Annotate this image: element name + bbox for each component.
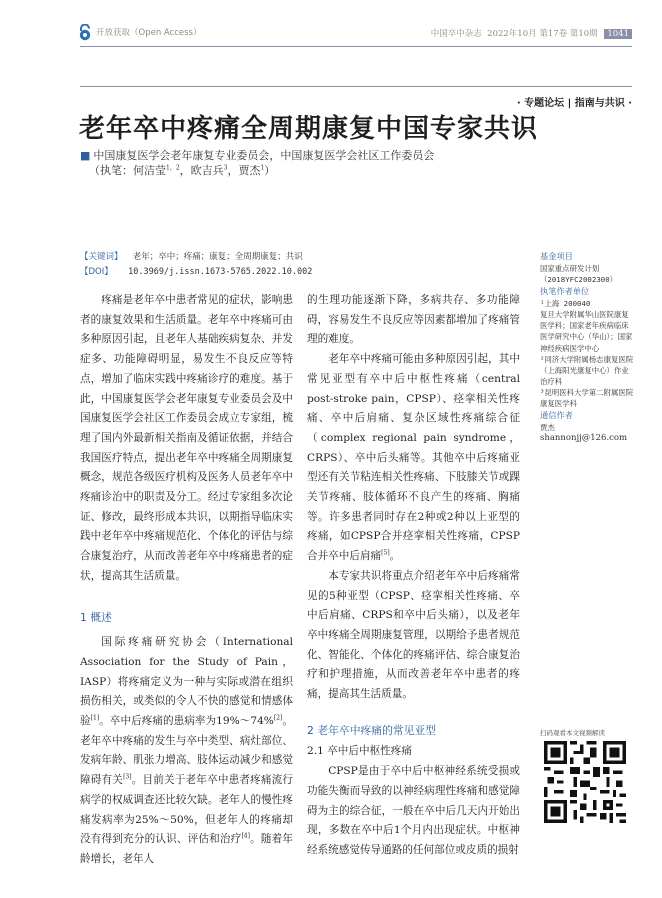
page-number: 1041: [604, 29, 632, 39]
citation[interactable]: [5]: [381, 549, 390, 557]
section-tag: · 专题论坛 | 指南与共识 ·: [516, 98, 632, 109]
subsection-heading: 2.1 卒中后中枢性疼痛: [307, 745, 412, 758]
title-top-rule: [80, 86, 632, 87]
text-run: 。老年卒中疼痛的发生与卒中类型、病灶部位、发病年龄、肌张力增高、肢体运动减少和感觉障碍有关: [80, 715, 294, 787]
body-column-left: [80, 291, 293, 870]
doi-value[interactable]: 10.3969/j.issn.1673-5765.2022.10.002: [128, 267, 313, 277]
author-suffix: ）: [264, 164, 276, 177]
text-run: 。随着年龄增长，老年人: [80, 833, 294, 865]
corr-email[interactable]: shannonjj@126.com: [540, 433, 628, 444]
unit-line: ³昆明医科大学第二附属医院康复医学科: [540, 387, 634, 409]
unit-line: ¹上海 200040: [540, 299, 591, 309]
qr-code-icon[interactable]: [544, 741, 626, 823]
body-paragraph: [307, 350, 520, 567]
body-column-right: [307, 291, 520, 861]
author-prefix: （执笔：何洁莹: [89, 164, 166, 177]
journal-name: 中国卒中杂志: [430, 29, 482, 39]
square-bullet-icon: ■: [80, 149, 91, 162]
affiliation-block: [80, 148, 434, 178]
text-run: 。: [389, 550, 401, 563]
fund-label: 基金项目: [540, 251, 573, 261]
unit-label: 执笔作者单位: [540, 286, 590, 297]
open-access-label: 开放获取（Open Access）: [96, 28, 202, 38]
text-run: 老年卒中疼痛可能由多种原因引起，其中常见亚型有卒中后中枢性疼痛（central post-stroke pain，CPSP）、痉挛相关性疼痛、卒中后肩痛、复杂区域性疼痛综合征（complex regional pain syndrome，CRPS）、卒中后头痛等。其他卒中后疼痛亚型还有关节粘连相关性疼痛、下肢膝关节或踝关节疼痛、肢体循环不良产生的疼痛、胸痛等。许多患者同时存在2种或2种以上亚型的疼痛，如CPSP合并痉挛相关性疼痛，CPSP合并卒中后肩痛: [307, 353, 520, 563]
intro-paragraph: 疼痛是老年卒中患者常见的症状，影响患者的康复效果和生活质量。老年卒中疼痛可由多种原因引起，且老年人基础疾病复杂、并发症多、功能障碍明显，易发生不良反应等特点，增加了临床实践中疼痛诊疗的难度。基于此，中国康复医学会老年康复专业委员会及中国康复医学会社区工作委员会成立专家组，梳理了国内外最新相关指南及循证依据，并结合我国医疗特点，提出老年卒中疼痛全周期康复概念，规范各级医疗机构及医务人员老年卒中疼痛诊治中的职责及分工。经过专家组多次论证、修改，最终形成本共识，以期指导临床实践中老年卒中疼痛规范化、个体化的评估与综合康复治疗，从而改善老年卒中疼痛患者的症状，提高其生活质量。: [80, 294, 293, 582]
open-access-lock-icon: [78, 24, 92, 41]
qr-caption: 扫码观看本文视频解读: [540, 729, 605, 737]
corr-name: 贾杰: [540, 423, 555, 433]
citation[interactable]: [3]: [123, 773, 132, 781]
keywords-label: 【关键词】: [80, 252, 123, 262]
keywords-value: 老年；卒中；疼痛；康复；全周期康复；共识: [132, 252, 303, 262]
keywords-line: [80, 250, 303, 262]
affiliation-line: 中国康复医学会老年康复专业委员会，中国康复医学会社区工作委员会: [93, 149, 435, 162]
body-paragraph: 的生理功能逐渐下降，多病共存、多功能障碍，容易发生不良反应等因素都增加了疼痛管理的难度。: [307, 294, 520, 346]
author-name: ，贾杰: [227, 164, 261, 177]
citation[interactable]: [2]: [273, 714, 283, 722]
text-run: 国际疼痛研究协会（International Association for the Study of Pain，IASP）将疼痛定义为一种与实际或潜在组织损伤相关，或类似的令人不快的感觉和情感体验: [80, 636, 293, 728]
section-heading: 1 概述: [80, 610, 112, 624]
citation[interactable]: [4]: [241, 832, 250, 840]
journal-issue: 2022年10月 第17卷 第10期: [487, 29, 598, 39]
corr-label: 通信作者: [540, 410, 573, 421]
article-title: 老年卒中疼痛全周期康复中国专家共识: [79, 114, 539, 144]
body-paragraph: CPSP是由于卒中后中枢神经系统受损或功能失衡而导致的以神经病理性疼痛和感觉障碍为主的综合征，一般在卒中后几天内开始出现，多数在卒中后1个月内出现症状。中枢神经系统感觉传导通路的任何部位或皮质的损射: [307, 765, 520, 856]
doi-label: 【DOI】: [80, 267, 113, 277]
journal-header: [431, 27, 632, 39]
section-heading: 2 老年卒中疼痛的常见亚型: [307, 723, 437, 737]
text-run: 。目前关于老年卒中患者疼痛流行病学的权威调查还比较欠缺。老年人的慢性疼痛发病率为25%～50%，但老年人的疼痛却没有得到充分的认识、评估和治疗: [80, 774, 294, 846]
author-sup: 1，2: [166, 164, 180, 172]
unit-line: ²同济大学附属杨志康复医院（上海阳光康复中心）作业治疗科: [540, 354, 634, 386]
doi-line: [80, 265, 312, 277]
sidebar: [540, 250, 636, 444]
citation[interactable]: [1]: [90, 714, 100, 722]
header-rule: [80, 46, 632, 47]
fund-text: 国家重点研发计划（2018YFC2002300）: [540, 264, 618, 285]
author-name: ，欧吉兵: [179, 164, 224, 177]
author-sup: 1: [260, 164, 265, 172]
text-run: 。卒中后疼痛的患病率为19%～74%: [99, 715, 274, 728]
body-paragraph: 本专家共识将重点介绍老年卒中后疼痛常见的5种亚型（CPSP、痉挛相关性疼痛、卒中后肩痛、CRPS和卒中后头痛），以及老年卒中疼痛全周期康复管理，以期给予患者规范化、智能化、个体化的疼痛评估、综合康复治疗和护理措施，从而改善老年卒中患者的疼痛，提高其生活质量。: [307, 569, 520, 701]
author-sup: 3: [223, 164, 228, 172]
body-paragraph: [80, 633, 293, 869]
unit-line: 复旦大学附属华山医院康复医学科；国家老年疾病临床医学研究中心（华山）；国家神经疾病医学中心: [540, 310, 633, 353]
